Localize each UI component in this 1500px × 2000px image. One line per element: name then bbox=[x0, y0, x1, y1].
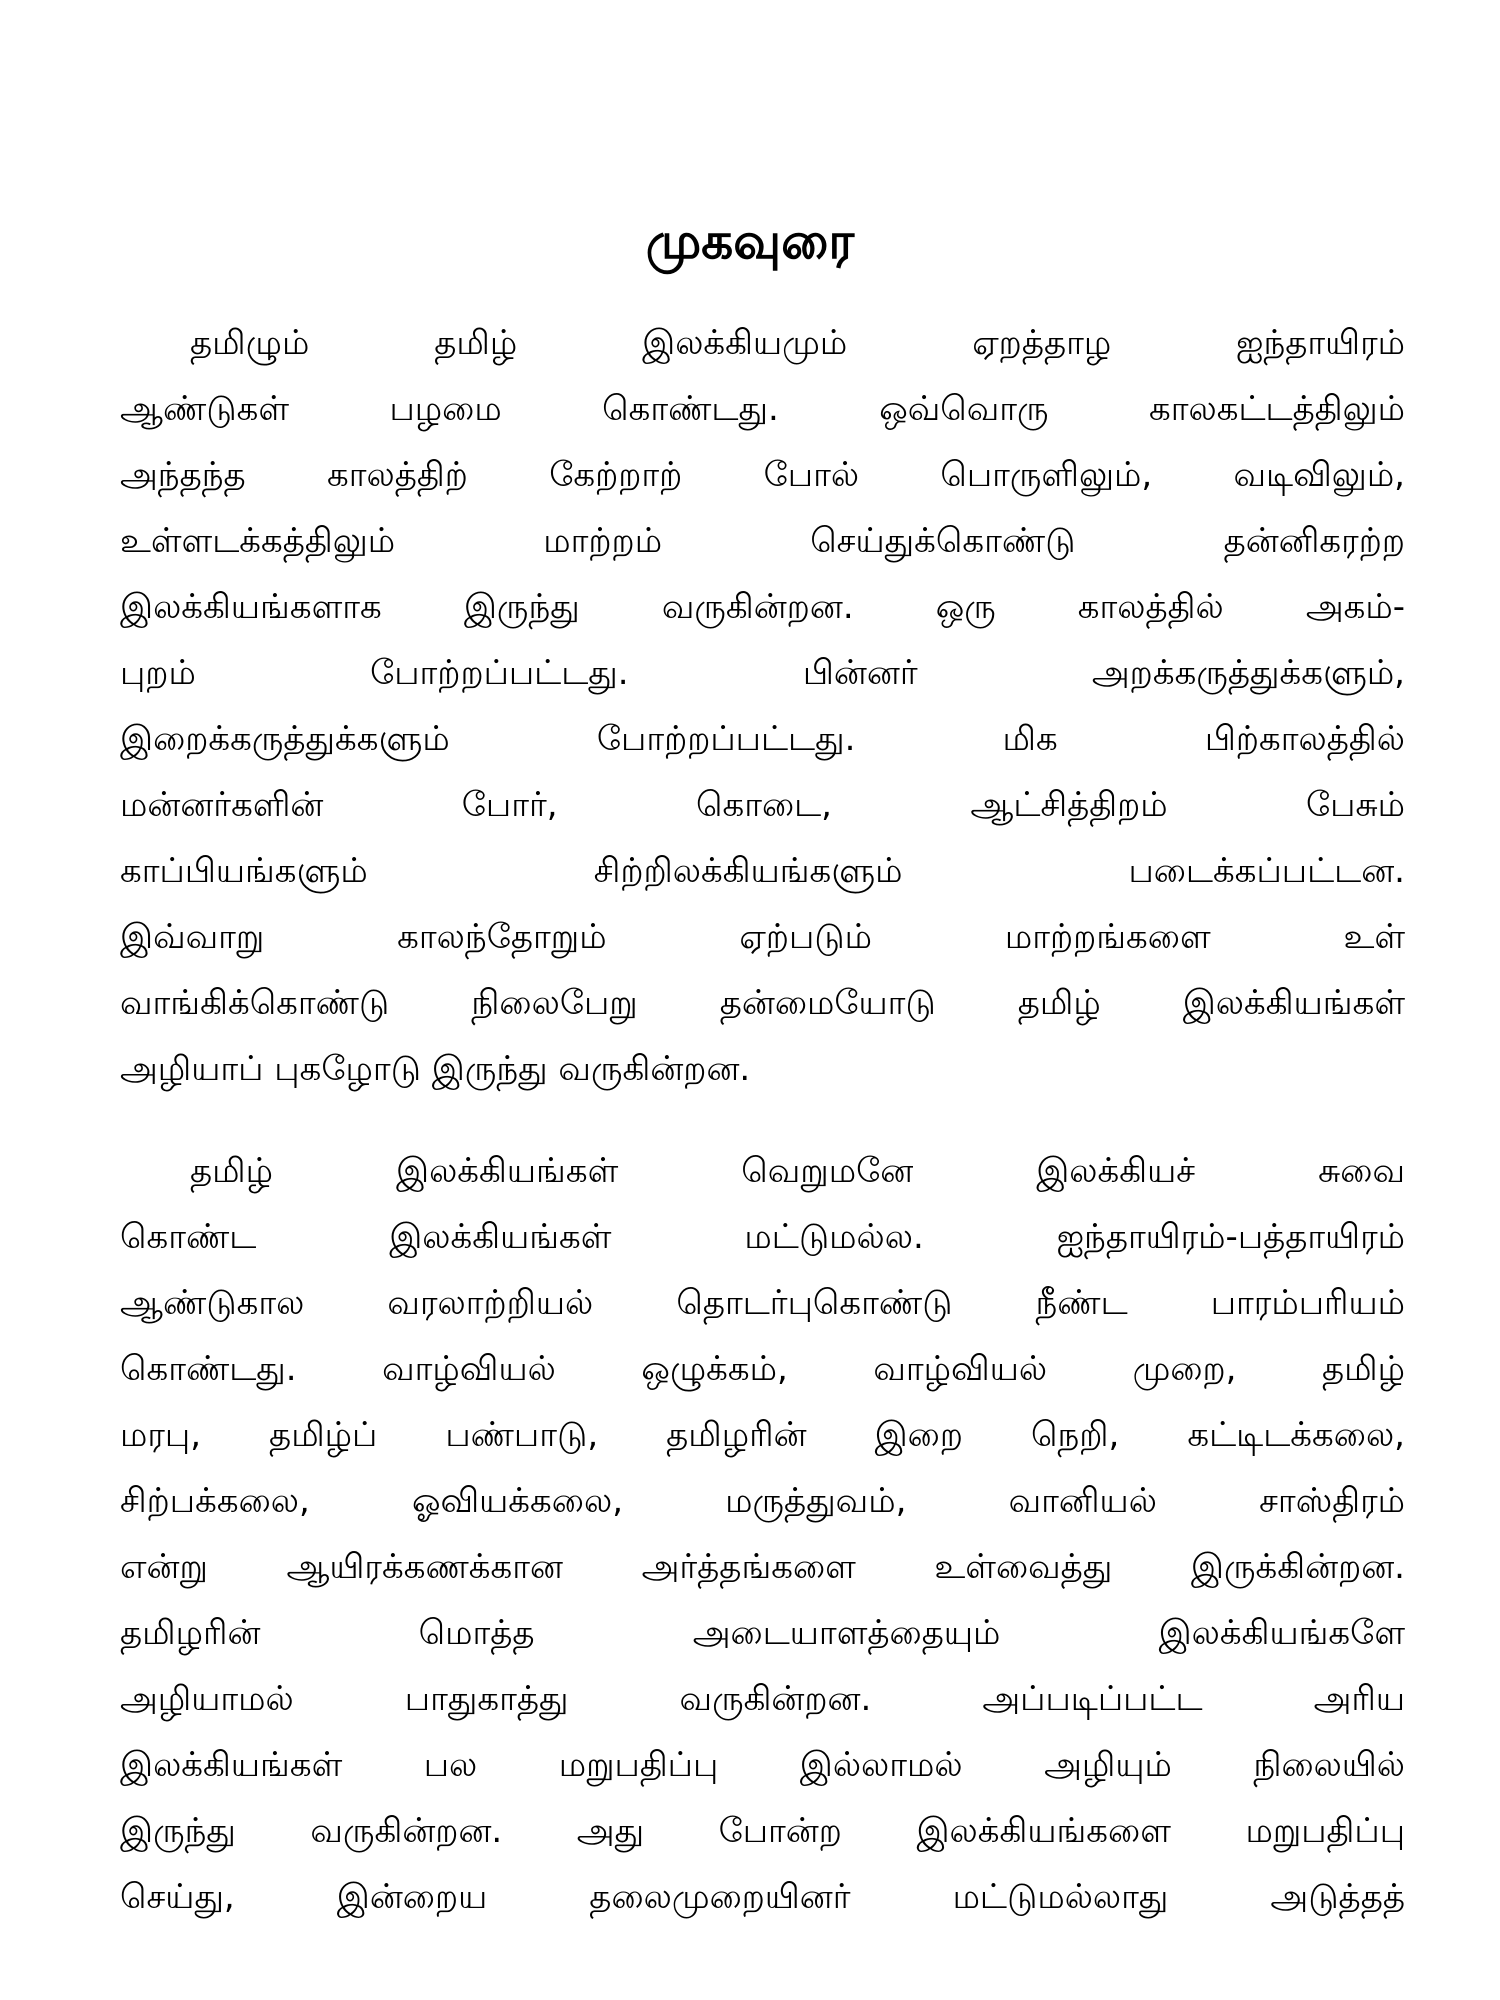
paragraph-line: இருந்து வருகின்றன. அது போன்ற இலக்கியங்களை மறுபதிப்பு bbox=[120, 1811, 1405, 1851]
paragraph-line: அந்தந்த காலத்திற் கேற்றாற் போல் பொருளிலும், வடிவிலும், bbox=[120, 455, 1405, 495]
paragraph-line: தமிழ் இலக்கியங்கள் வெறுமனே இலக்கியச் சுவை bbox=[190, 1151, 1405, 1191]
paragraph-line: வாங்கிக்கொண்டு நிலைபேறு தன்மையோடு தமிழ் இலக்கியங்கள் bbox=[120, 983, 1405, 1023]
paragraph bbox=[120, 1138, 1405, 1930]
paragraph-line: மன்னர்களின் போர், கொடை, ஆட்சித்திறம் பேசும் bbox=[120, 785, 1405, 825]
paragraph-line: இலக்கியங்களாக இருந்து வருகின்றன. ஒரு காலத்தில் அகம்- bbox=[120, 587, 1405, 627]
paragraph-line: மரபு, தமிழ்ப் பண்பாடு, தமிழரின் இறை நெறி, கட்டிடக்கலை, bbox=[120, 1415, 1405, 1455]
paragraph-line: கொண்ட இலக்கியங்கள் மட்டுமல்ல. ஐந்தாயிரம்-பத்தாயிரம் bbox=[120, 1217, 1405, 1257]
paragraph-line: சிற்பக்கலை, ஓவியக்கலை, மருத்துவம், வானியல் சாஸ்திரம் bbox=[120, 1481, 1405, 1521]
paragraph-line: இறைக்கருத்துக்களும் போற்றப்பட்டது. மிக பிற்காலத்தில் bbox=[120, 719, 1405, 759]
paragraph-line: செய்து, இன்றைய தலைமுறையினர் மட்டுமல்லாது அடுத்தத் bbox=[120, 1877, 1405, 1917]
paragraph-line: புறம் போற்றப்பட்டது. பின்னர் அறக்கருத்துக்களும், bbox=[120, 653, 1405, 693]
paragraph-line: தமிழரின் மொத்த அடையாளத்தையும் இலக்கியங்களே bbox=[120, 1613, 1405, 1653]
paragraph-line: காப்பியங்களும் சிற்றிலக்கியங்களும் படைக்கப்பட்டன. bbox=[120, 851, 1405, 891]
page-title: முகவுரை bbox=[645, 212, 855, 270]
paragraph-line: என்று ஆயிரக்கணக்கான அர்த்தங்களை உள்வைத்து இருக்கின்றன. bbox=[120, 1547, 1405, 1587]
paragraph-line: ஆண்டுகால வரலாற்றியல் தொடர்புகொண்டு நீண்ட பாரம்பரியம் bbox=[120, 1283, 1405, 1323]
paragraph-line: கொண்டது. வாழ்வியல் ஒழுக்கம், வாழ்வியல் முறை, தமிழ் bbox=[120, 1349, 1405, 1389]
paragraph-line: அழியாமல் பாதுகாத்து வருகின்றன. அப்படிப்பட்ட அரிய bbox=[120, 1679, 1405, 1719]
paragraph-line: அழியாப் புகழோடு இருந்து வருகின்றன. bbox=[120, 1049, 751, 1089]
paragraph bbox=[120, 310, 1405, 1102]
paragraph-line: ஆண்டுகள் பழமை கொண்டது. ஒவ்வொரு காலகட்டத்திலும் bbox=[120, 389, 1405, 429]
paragraph-line: உள்ளடக்கத்திலும் மாற்றம் செய்துக்கொண்டு தன்னிகரற்ற bbox=[120, 521, 1405, 561]
paragraph-line: தமிழும் தமிழ் இலக்கியமும் ஏறத்தாழ ஐந்தாயிரம் bbox=[190, 323, 1405, 363]
paragraph-line: இவ்வாறு காலந்தோறும் ஏற்படும் மாற்றங்களை உள் bbox=[120, 917, 1405, 957]
paragraph-line: இலக்கியங்கள் பல மறுபதிப்பு இல்லாமல் அழியும் நிலையில் bbox=[120, 1745, 1405, 1785]
